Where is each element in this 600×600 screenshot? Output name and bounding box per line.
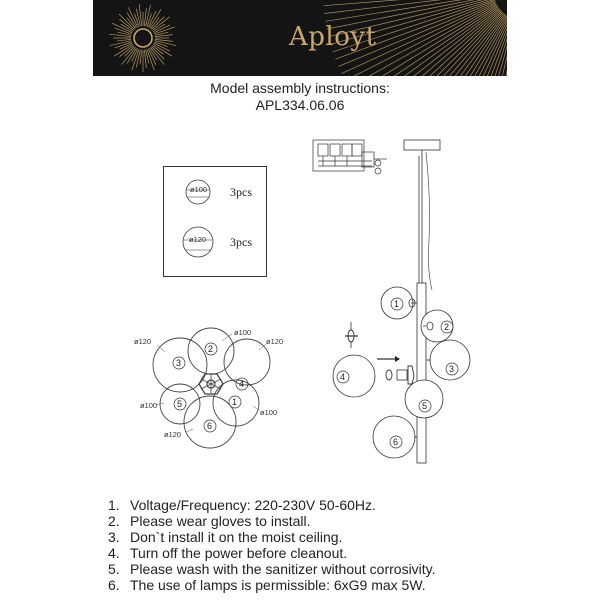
instruction-item: 4. Turn off the power before cleanout.: [108, 544, 348, 561]
dim-120-left: ø120: [134, 337, 152, 346]
g9-bulb-icon: [345, 322, 358, 348]
instruction-item: 3. Don`t install it on the moist ceiling.: [108, 528, 343, 545]
side-shade-5: [405, 380, 443, 418]
part-dim-120: ø120: [189, 235, 207, 244]
side-num-4: 4: [340, 372, 346, 382]
title-line-1: Model assembly instructions:: [210, 80, 390, 96]
wiring-diagram: [313, 140, 387, 174]
side-shade-3: [430, 340, 470, 380]
top-num-5: 5: [177, 399, 183, 409]
side-num-2: 2: [444, 322, 450, 332]
dim-120-bottom: ø120: [164, 430, 182, 439]
dim-100-right: ø100: [260, 408, 278, 417]
instruction-item: 5. Please wash with the sanitizer without corrosivity.: [108, 560, 436, 577]
top-num-1: 1: [232, 397, 238, 407]
instruction-item: 6. The use of lamps is permissible: 6xG9 max 5W.: [108, 576, 426, 593]
instruction-item: 1. Voltage/Frequency: 220-230V 50-60Hz.: [108, 497, 376, 513]
side-view-diagram: [333, 140, 470, 463]
instruction-item: 2. Please wear gloves to install.: [108, 512, 311, 529]
part-qty-120: 3pcs: [230, 235, 252, 249]
top-num-6: 6: [207, 421, 213, 431]
part-qty-100: 3pcs: [230, 185, 252, 199]
shade-100-icon: [186, 180, 210, 204]
dim-120-right: ø120: [266, 337, 284, 346]
part-dim-100: ø100: [190, 185, 208, 194]
dim-100-left: ø100: [140, 401, 158, 410]
shade-120-icon: [183, 227, 213, 257]
top-num-4: 4: [239, 379, 245, 389]
top-num-2: 2: [208, 344, 214, 354]
side-num-3: 3: [449, 364, 455, 374]
instructions-list: [108, 498, 436, 593]
dim-100-top: ø100: [234, 328, 252, 337]
side-num-1: 1: [394, 299, 400, 309]
top-num-3: 3: [176, 358, 182, 368]
side-num-5: 5: [422, 401, 428, 411]
side-num-6: 6: [393, 437, 399, 447]
brand-name: Aployt: [289, 22, 377, 52]
model-number: APL334.06.06: [255, 97, 345, 113]
